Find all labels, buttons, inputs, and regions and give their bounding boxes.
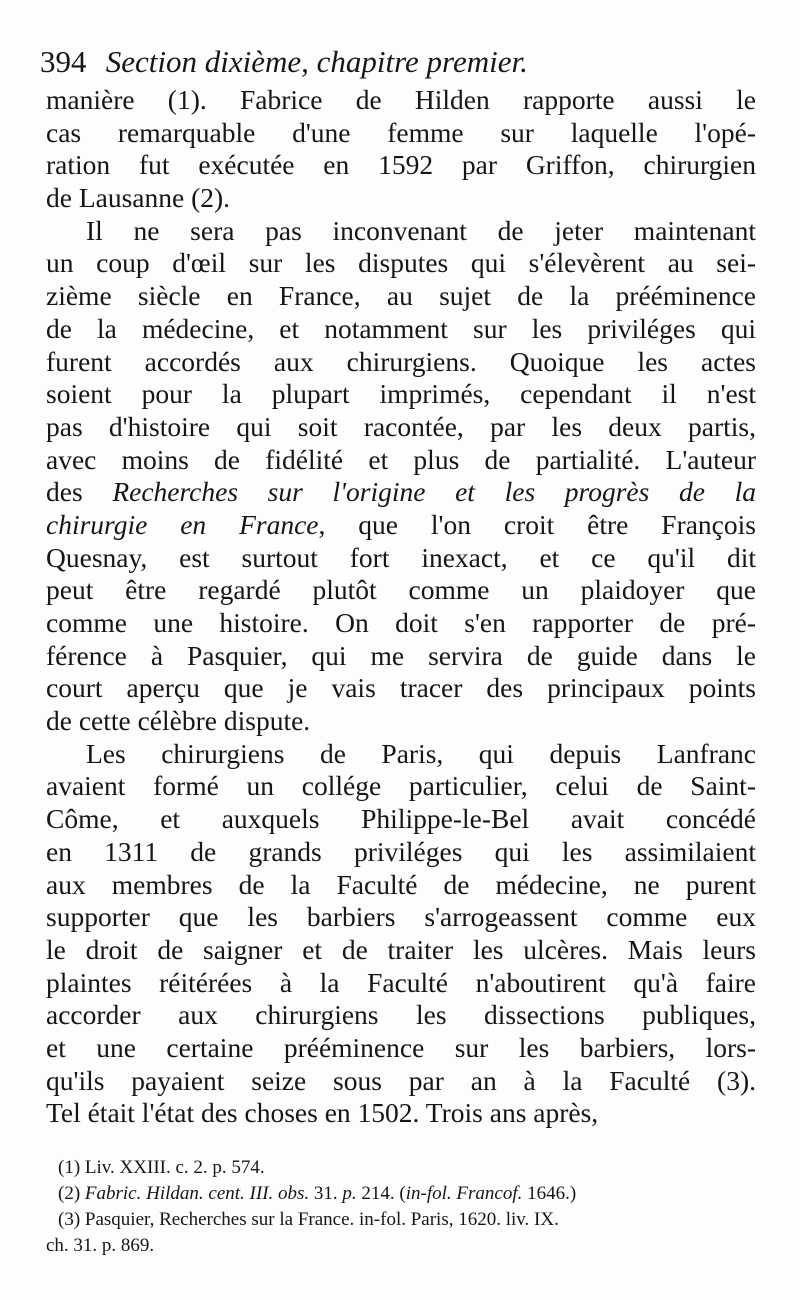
text-line	[46, 672, 756, 705]
text-line	[46, 934, 756, 967]
text-line	[46, 574, 756, 607]
text-segment: Quesnay, est surtout fort inexact, et ce qu'il dit	[46, 541, 756, 573]
text-segment: cas remarquable d'une femme sur laquelle l'opé-	[46, 116, 756, 148]
text-line	[46, 803, 756, 836]
text-line	[46, 869, 756, 902]
text-segment: ration fut exécutée en 1592 par Griffon, chirurgien	[46, 149, 756, 181]
italic-text: Fabric. Hildan. cent. III. obs.	[84, 1183, 310, 1204]
text-segment: manière (1). Fabrice de Hilden rapporte aussi le	[46, 84, 756, 115]
text-segment: 31.	[309, 1183, 343, 1204]
text-line	[46, 149, 756, 182]
text-line	[46, 476, 756, 509]
running-title: Section dixième, chapitre premier.	[105, 44, 528, 79]
text-segment: Il ne sera pas inconvenant de jeter maintenant	[86, 214, 756, 246]
text-segment: soient pour la plupart imprimés, cependant il n'est	[46, 378, 756, 410]
text-segment: , que l'on croit être François	[318, 508, 756, 540]
text-segment: avaient formé un collége particulier, celui de Saint-	[46, 770, 756, 802]
text-line	[46, 607, 756, 640]
text-segment: peut être regardé plutôt comme un plaidoyer que	[46, 574, 756, 606]
text-line	[46, 967, 756, 1000]
text-segment: un coup d'œil sur les disputes qui s'élevèrent au sei-	[46, 247, 756, 279]
text-segment: furent accordés aux chirurgiens. Quoique les actes	[46, 345, 756, 377]
text-segment: de Lausanne (2).	[46, 182, 231, 214]
body-text	[46, 84, 756, 1130]
text-line	[46, 378, 756, 411]
text-segment: aux membres de la Faculté de médecine, ne purent	[46, 868, 756, 900]
text-segment: court aperçu que je vais tracer des principaux points	[46, 672, 756, 704]
page-number: 394	[40, 44, 87, 79]
text-segment: (3) Pasquier, Recherches sur la France. in-fol. Paris, 1620. liv. IX.	[58, 1209, 559, 1230]
text-line	[46, 738, 756, 771]
text-segment: accorder aux chirurgiens les dissections publiques,	[46, 999, 756, 1031]
text-line	[46, 346, 756, 379]
text-segment: zième siècle en France, au sujet de la prééminence	[46, 280, 756, 312]
text-segment: en 1311 de grands priviléges qui les assimilaient	[46, 835, 756, 867]
text-line	[46, 215, 756, 248]
text-segment: avec moins de fidélité et plus de partialité. L'auteur	[46, 443, 756, 475]
text-line	[46, 411, 756, 444]
text-segment: Les chirurgiens de Paris, qui depuis Lanfranc	[86, 737, 756, 769]
text-line	[46, 1097, 756, 1130]
text-segment: le droit de saigner et de traiter les ulcères. Mais leurs	[46, 933, 756, 965]
text-line	[46, 117, 756, 150]
italic-text: chirurgie en France	[46, 508, 319, 540]
page-header	[40, 40, 780, 84]
text-segment: (2)	[58, 1183, 85, 1204]
text-segment: 214. (	[356, 1183, 406, 1204]
text-line	[46, 182, 756, 215]
text-line	[46, 444, 756, 477]
text-segment: comme une histoire. On doit s'en rapporter de pré-	[46, 607, 756, 638]
text-segment: plaintes réitérées à la Faculté n'aboutirent qu'à faire	[46, 966, 756, 998]
text-segment: pas d'histoire qui soit racontée, par les deux partis,	[46, 410, 756, 442]
text-line	[46, 84, 756, 117]
text-segment: des	[46, 476, 113, 508]
footnote-line	[46, 1155, 758, 1181]
text-segment: Côme, et auxquels Philippe-le-Bel avait concédé	[46, 803, 756, 835]
text-segment: ch. 31. p. 869.	[46, 1235, 155, 1256]
footnote-line	[46, 1181, 758, 1207]
text-segment: supporter que les barbiers s'arrogeassent comme eux	[46, 901, 756, 933]
text-segment: qu'ils payaient seize sous par an à la Faculté (3).	[46, 1064, 756, 1096]
italic-text: p.	[342, 1183, 357, 1204]
text-line	[46, 705, 756, 738]
text-segment: (1) Liv. XXIII. c. 2. p. 574.	[58, 1157, 265, 1178]
italic-text: Recherches sur l'origine et les progrès de la	[112, 476, 756, 508]
text-line	[46, 313, 756, 346]
text-line	[46, 836, 756, 869]
text-line	[46, 509, 756, 542]
text-line	[46, 640, 756, 673]
text-line	[46, 280, 756, 313]
text-line	[46, 1065, 756, 1098]
text-segment: de cette célèbre dispute.	[46, 705, 311, 737]
italic-text: in-fol. Francof.	[405, 1183, 523, 1204]
footnote-line	[46, 1233, 758, 1259]
text-line	[46, 999, 756, 1032]
text-line	[46, 1032, 756, 1065]
text-line	[46, 770, 756, 803]
text-line	[46, 542, 756, 575]
text-segment: férence à Pasquier, qui me servira de guide dans le	[46, 639, 756, 671]
footnote-line	[46, 1207, 758, 1233]
text-segment: Tel était l'état des choses en 1502. Trois ans après,	[46, 1097, 599, 1129]
text-line	[46, 247, 756, 280]
text-segment: et une certaine prééminence sur les barbiers, lors-	[46, 1031, 756, 1063]
text-line	[46, 901, 756, 934]
footnotes	[46, 1155, 758, 1259]
text-segment: 1646.)	[522, 1183, 577, 1204]
text-segment: de la médecine, et notamment sur les priviléges qui	[46, 312, 756, 344]
